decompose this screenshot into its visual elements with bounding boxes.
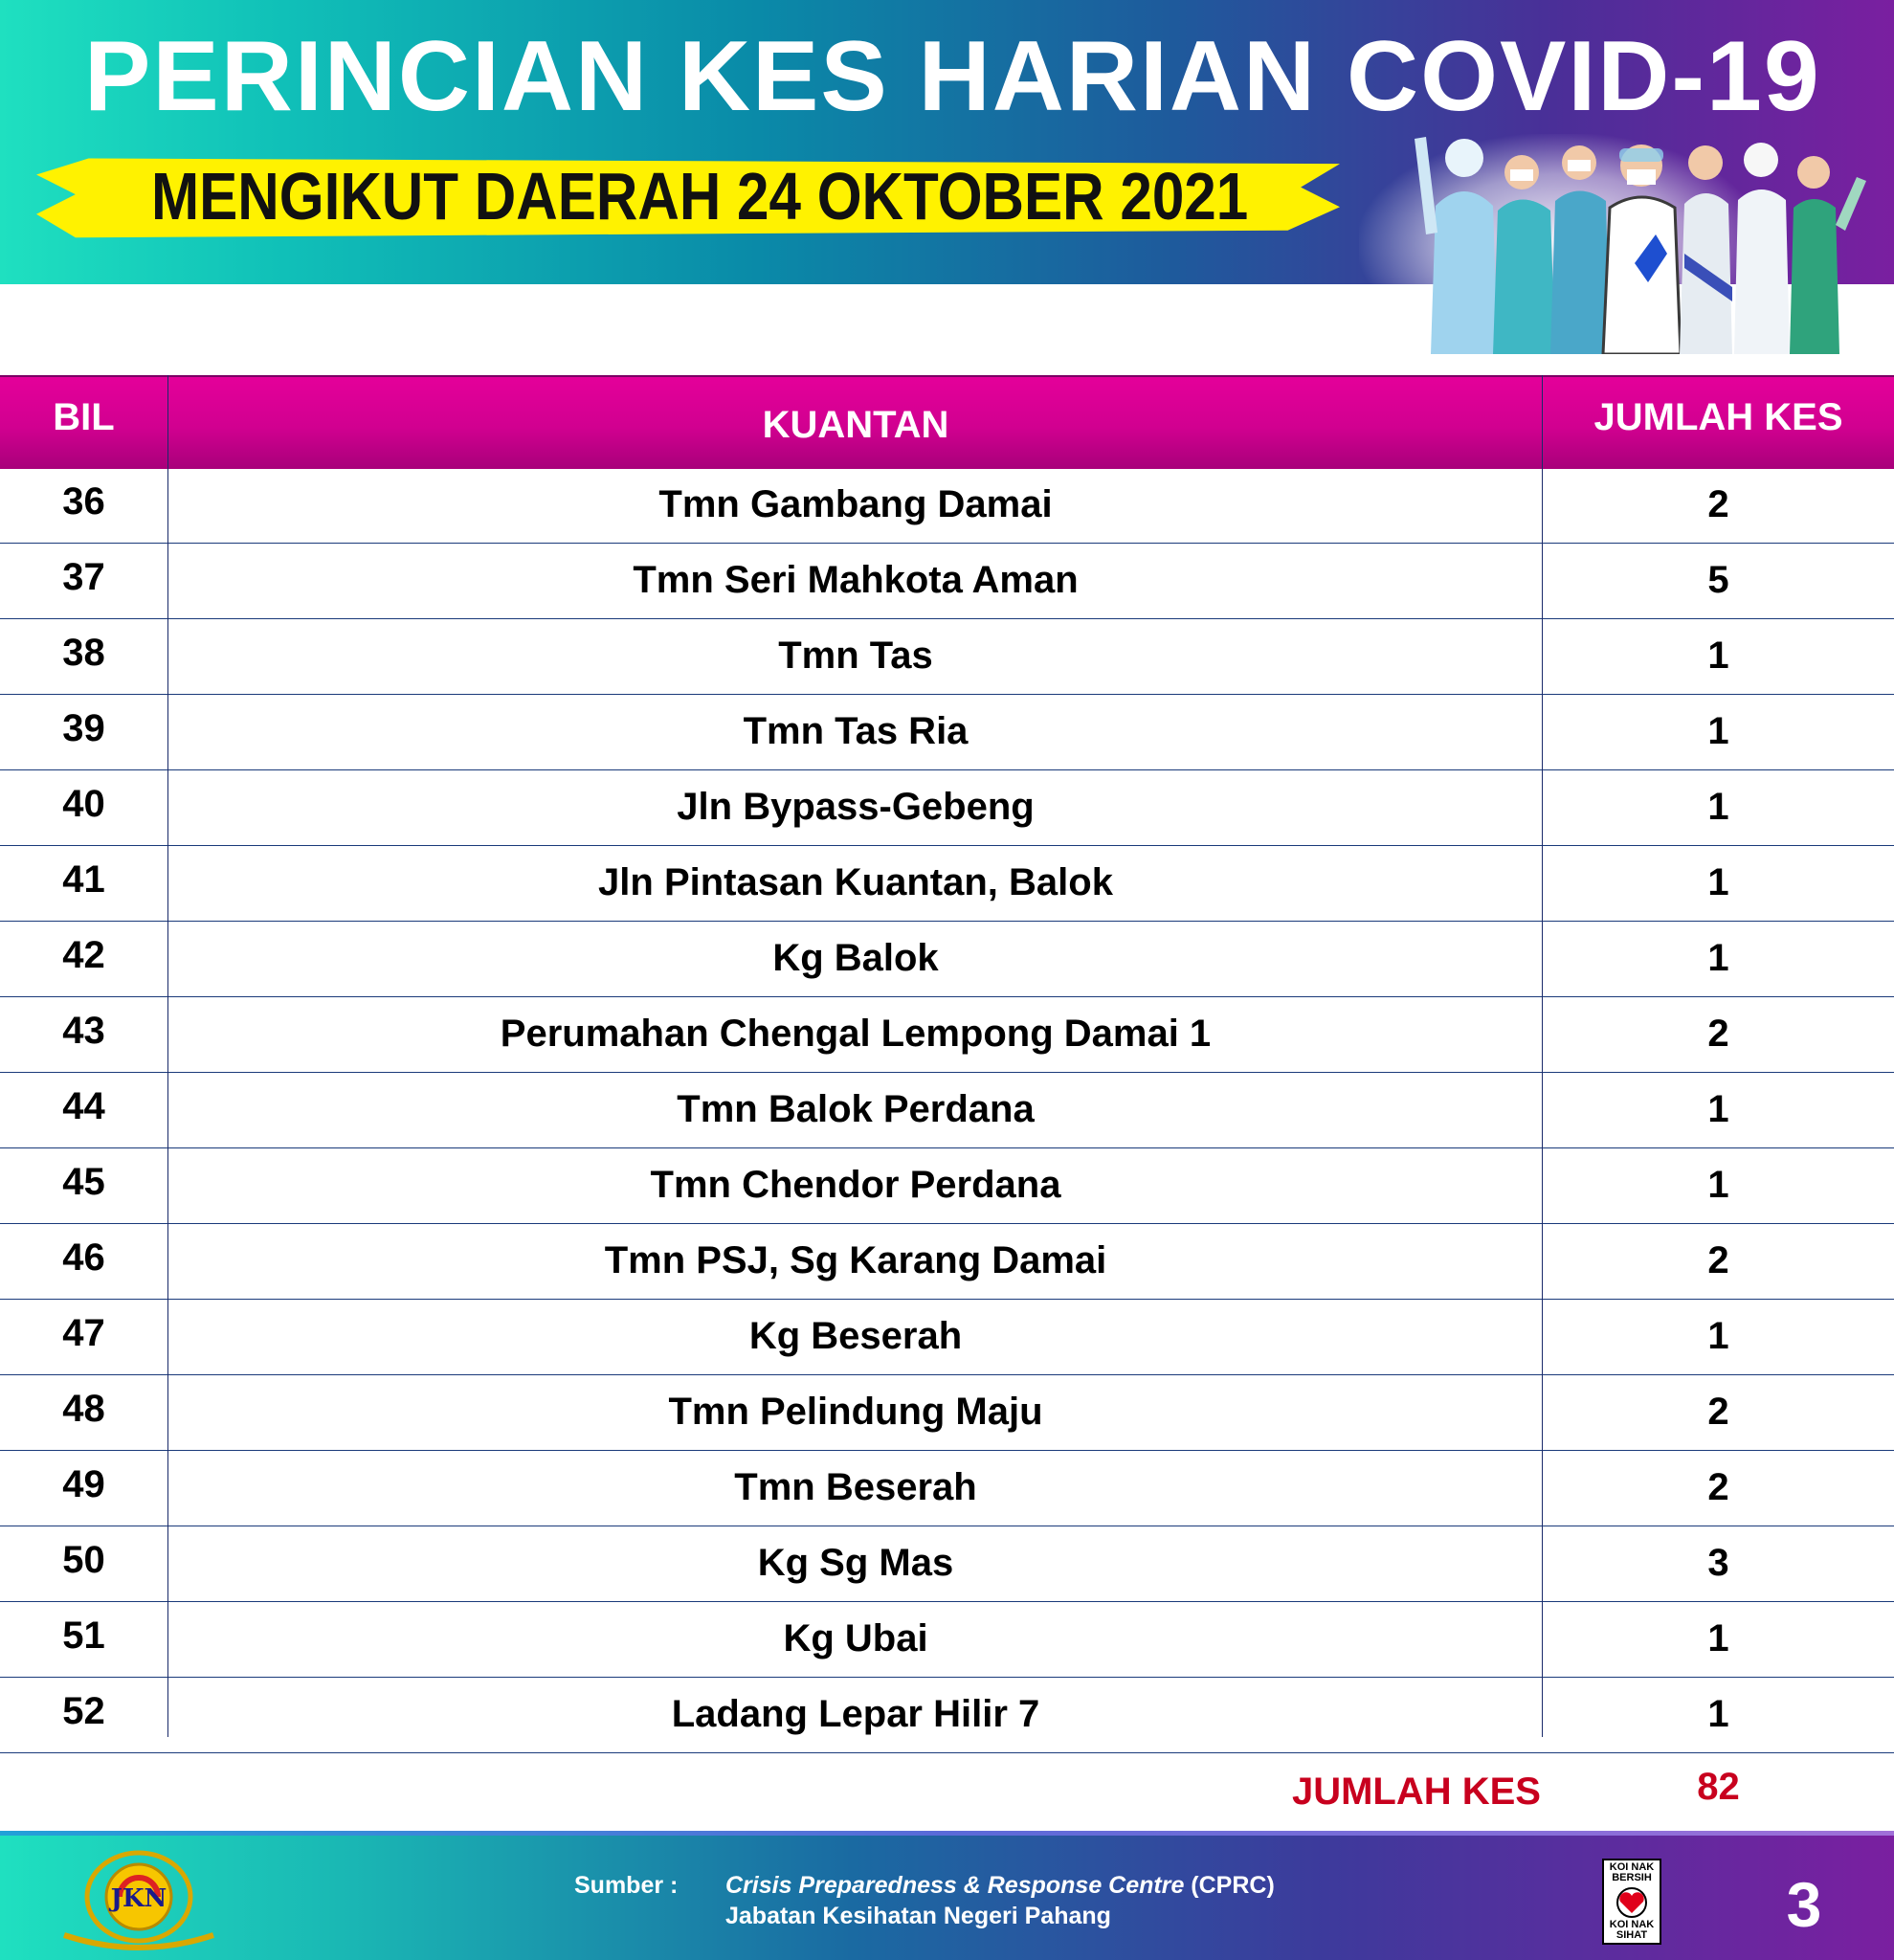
row-number: 42: [62, 934, 105, 976]
row-number: 51: [62, 1615, 105, 1657]
row-location: Tmn Balok Perdana: [677, 1088, 1035, 1130]
row-number: 52: [62, 1690, 105, 1732]
table-row: [0, 1072, 1894, 1148]
row-case-count: 1: [1707, 1693, 1729, 1735]
row-case-count: 1: [1707, 1088, 1729, 1130]
row-location: Jln Bypass-Gebeng: [677, 786, 1035, 828]
table-row: [0, 1374, 1894, 1451]
table-row: [0, 1223, 1894, 1300]
table-row: [0, 845, 1894, 922]
badge-bottom-text: KOI NAK SIHAT: [1609, 1919, 1655, 1941]
row-number: 45: [62, 1161, 105, 1203]
badge-top-text: KOI NAK BERSIH: [1609, 1861, 1655, 1883]
source-label: Sumber :: [574, 1872, 679, 1899]
table-row: [0, 618, 1894, 695]
health-worker-figure: [1680, 145, 1732, 354]
row-number: 46: [62, 1236, 105, 1279]
row-case-count: 3: [1707, 1542, 1729, 1584]
row-case-count: 2: [1707, 1391, 1729, 1433]
row-location: Perumahan Chengal Lempong Damai 1: [500, 1013, 1212, 1055]
table-row: [0, 1147, 1894, 1224]
row-location: Tmn Tas: [778, 635, 933, 677]
table-row: [0, 1450, 1894, 1526]
table-row: [0, 1601, 1894, 1678]
row-location: Tmn PSJ, Sg Karang Damai: [604, 1239, 1107, 1281]
row-number: 40: [62, 783, 105, 825]
svg-text:JKN: JKN: [110, 1884, 167, 1913]
row-case-count: 1: [1707, 710, 1729, 752]
page-subtitle: MENGIKUT DAERAH 24 OKTOBER 2021: [151, 159, 1249, 234]
row-location: Ladang Lepar Hilir 7: [671, 1693, 1040, 1735]
row-location: Kg Ubai: [783, 1617, 928, 1659]
heart-icon: [1613, 1887, 1651, 1918]
row-number: 43: [62, 1010, 105, 1052]
row-location: Jln Pintasan Kuantan, Balok: [598, 861, 1113, 903]
column-header-bil: BIL: [53, 396, 115, 438]
row-number: 50: [62, 1539, 105, 1581]
row-location: Tmn Gambang Damai: [658, 483, 1053, 525]
row-number: 36: [62, 480, 105, 523]
row-location: Tmn Seri Mahkota Aman: [633, 559, 1079, 601]
table-header: [0, 375, 1894, 469]
row-case-count: 1: [1707, 937, 1729, 979]
row-case-count: 5: [1707, 559, 1729, 601]
table-row: [0, 769, 1894, 846]
jkn-logo: [53, 1847, 225, 1952]
row-location: Tmn Tas Ria: [743, 710, 969, 752]
health-worker-figure: [1603, 145, 1681, 354]
table-row: [0, 694, 1894, 770]
table-row: [0, 1677, 1894, 1753]
table-row: [0, 543, 1894, 619]
row-location: Tmn Chendor Perdana: [650, 1164, 1061, 1206]
source-line-2: Jabatan Kesihatan Negeri Pahang: [725, 1903, 1111, 1929]
source-abbrev: (CPRC): [1184, 1872, 1275, 1899]
row-number: 48: [62, 1388, 105, 1430]
row-location: Kg Sg Mas: [757, 1542, 954, 1584]
row-case-count: 1: [1707, 1164, 1729, 1206]
total-row: [0, 1752, 1894, 1828]
row-case-count: 2: [1707, 483, 1729, 525]
row-number: 49: [62, 1463, 105, 1505]
health-worker-figure: [1493, 155, 1555, 354]
row-case-count: 1: [1707, 1617, 1729, 1659]
row-case-count: 1: [1707, 786, 1729, 828]
table-row: [0, 1299, 1894, 1375]
row-number: 39: [62, 707, 105, 749]
healthcare-workers-illustration: [1397, 120, 1876, 354]
column-divider: [167, 375, 168, 1737]
row-number: 44: [62, 1085, 105, 1127]
row-number: 38: [62, 632, 105, 674]
health-worker-figure: [1550, 145, 1610, 354]
column-header-jumlah-kes: JUMLAH KES: [1593, 396, 1843, 438]
table-row: [0, 921, 1894, 997]
row-case-count: 2: [1707, 1013, 1729, 1055]
row-location: Kg Beserah: [748, 1315, 963, 1357]
row-number: 47: [62, 1312, 105, 1354]
column-header-kuantan: KUANTAN: [762, 404, 949, 446]
table-row: [0, 1526, 1894, 1602]
row-case-count: 1: [1707, 635, 1729, 677]
row-number: 37: [62, 556, 105, 598]
column-divider: [1542, 375, 1543, 1737]
total-label: JUMLAH KES: [1291, 1771, 1541, 1813]
page-title: PERINCIAN KES HARIAN COVID-19: [84, 21, 1821, 132]
row-case-count: 2: [1707, 1466, 1729, 1508]
page-number: 3: [1786, 1869, 1822, 1940]
row-location: Tmn Pelindung Maju: [668, 1391, 1043, 1433]
row-case-count: 1: [1707, 1315, 1729, 1357]
row-number: 41: [62, 858, 105, 901]
health-worker-figure: [1415, 137, 1498, 354]
koi-nak-bersih-badge: [1602, 1859, 1661, 1945]
row-case-count: 1: [1707, 861, 1729, 903]
row-location: Kg Balok: [772, 937, 939, 979]
row-location: Tmn Beserah: [734, 1466, 977, 1508]
source-line-1: [725, 1868, 1395, 1903]
table-row: [0, 467, 1894, 544]
source-org: Crisis Preparedness & Response Centre: [725, 1872, 1185, 1899]
table-row: [0, 996, 1894, 1073]
total-value: 82: [1697, 1766, 1740, 1808]
health-worker-figure: [1790, 156, 1866, 354]
health-worker-figure: [1734, 143, 1790, 354]
row-case-count: 2: [1707, 1239, 1729, 1281]
